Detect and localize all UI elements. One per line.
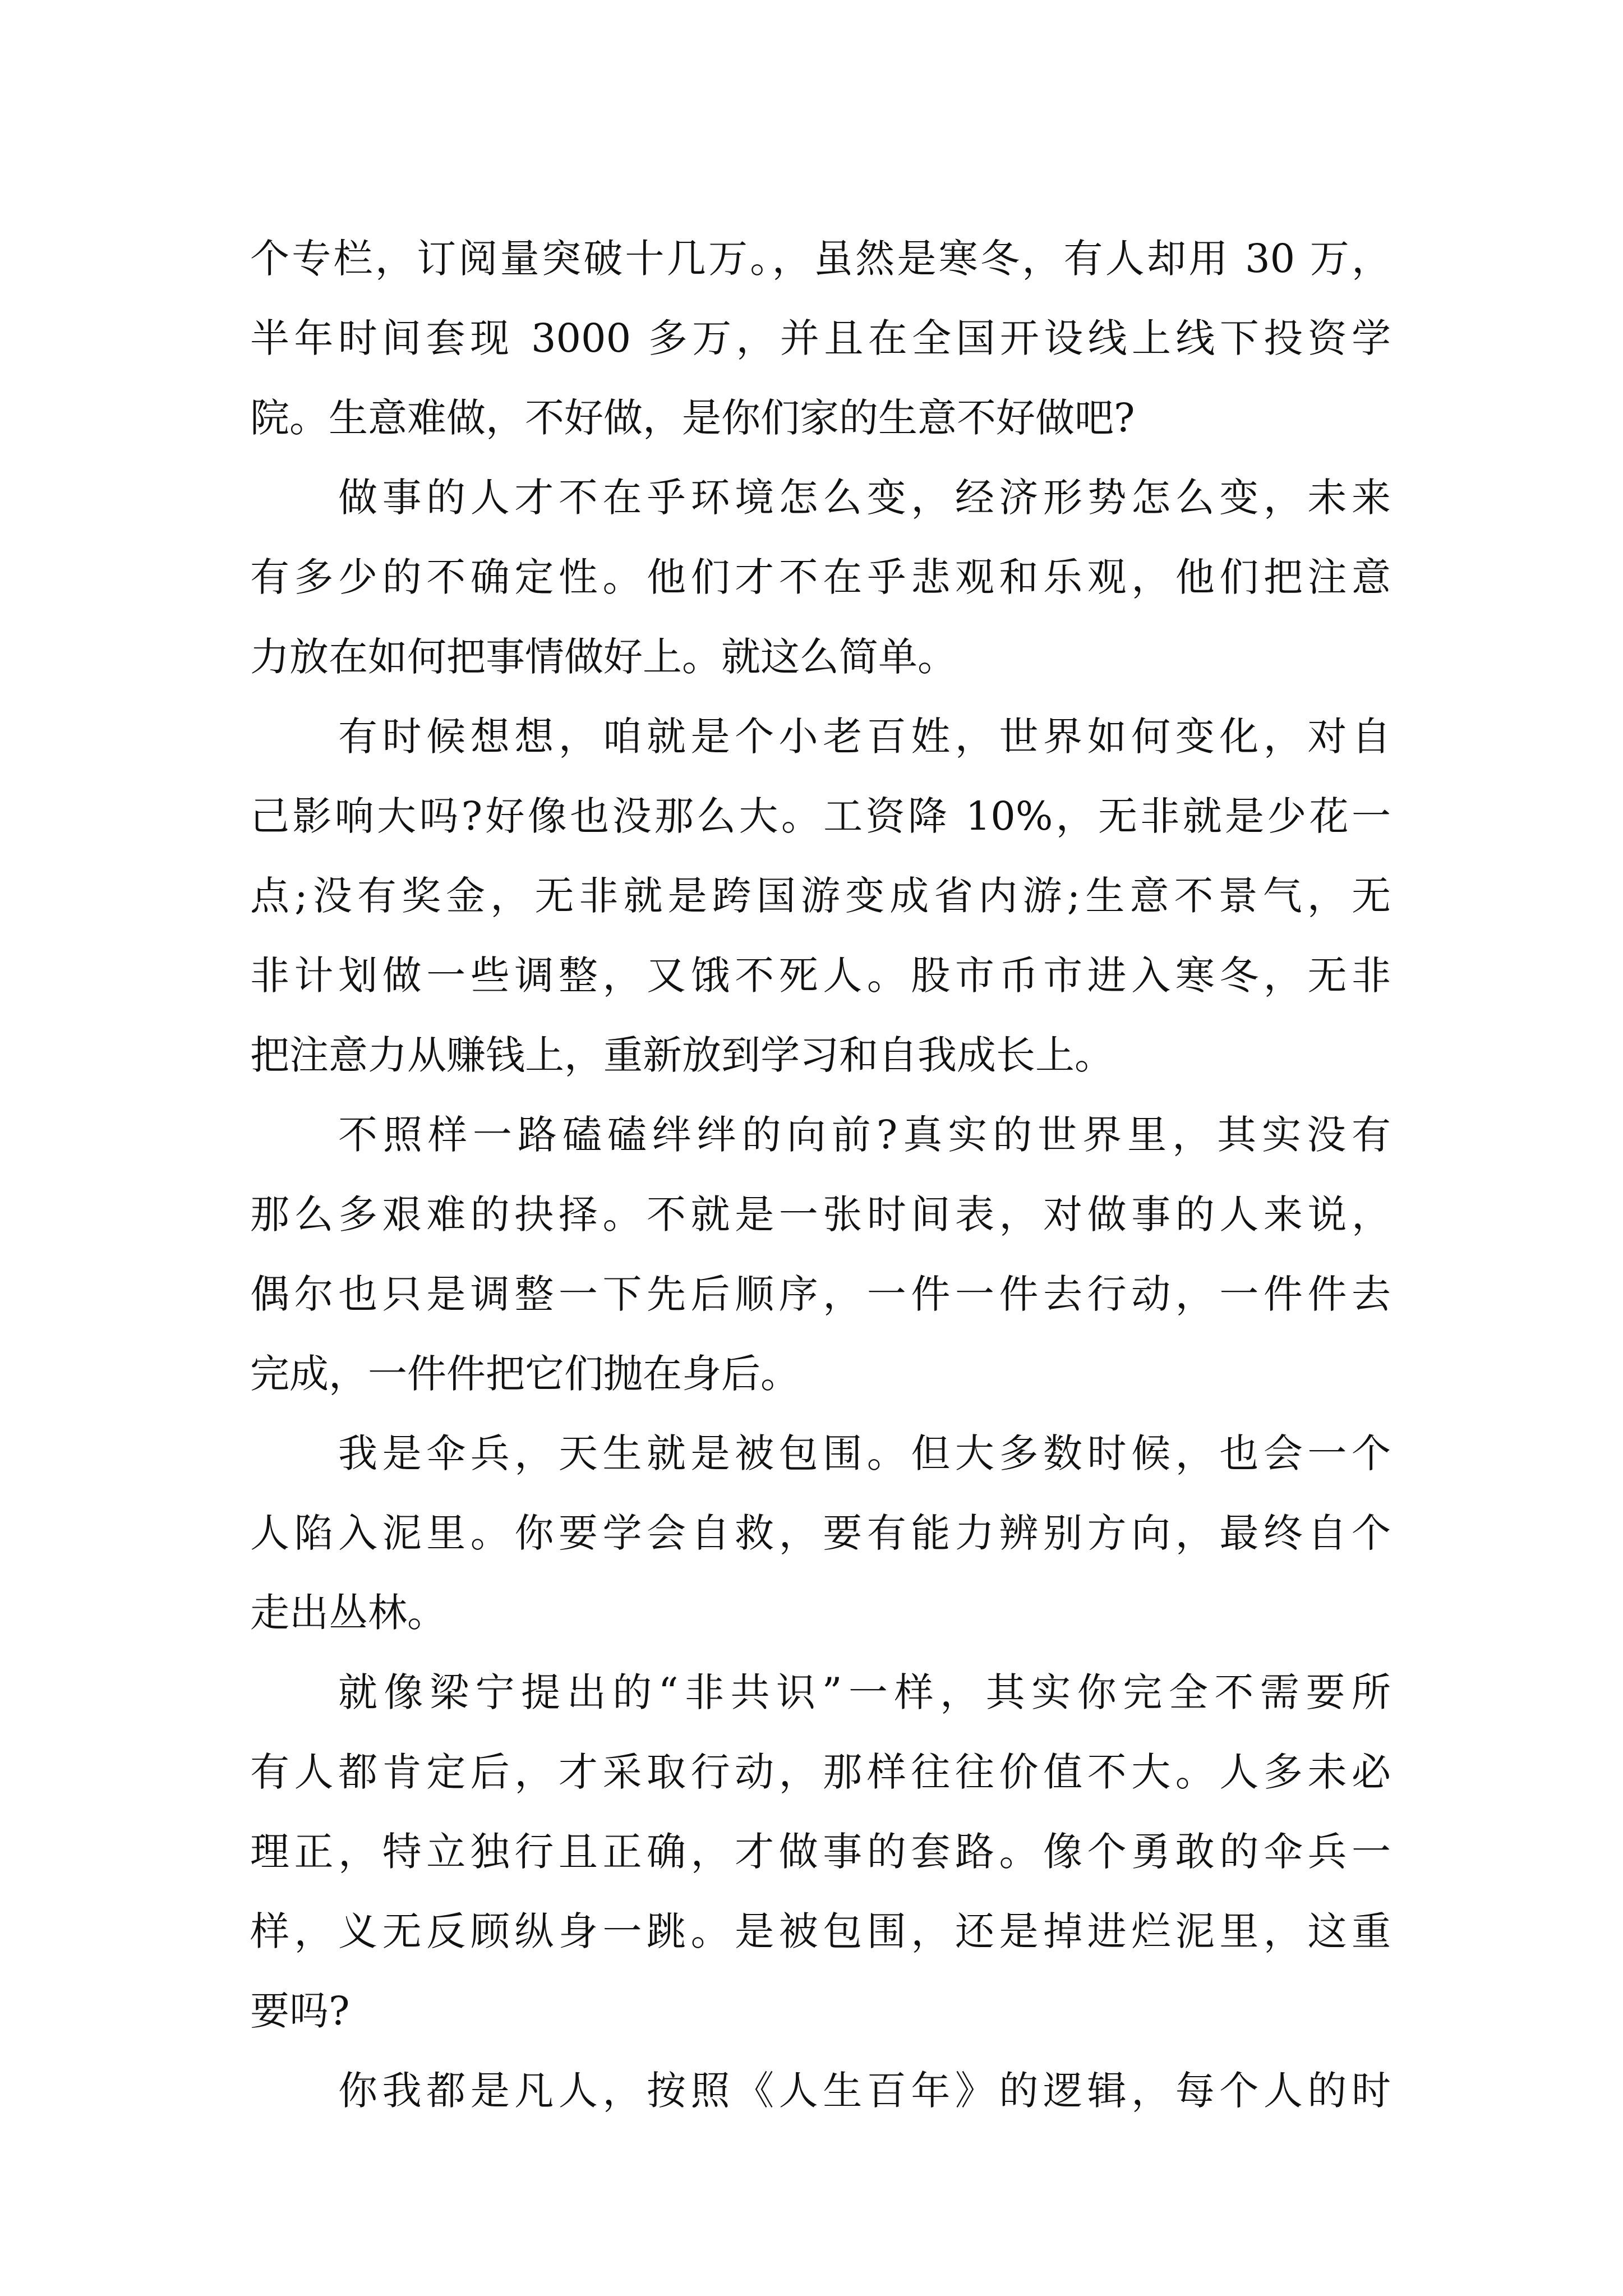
text-line-9: 点;没有奖金，无非就是跨国游变成省内游;生意不景气，无 — [250, 873, 1391, 919]
text-line-10: 非计划做一些调整，又饿不死人。股市币市进入寒冬，无非 — [250, 953, 1391, 999]
text-line-24: 你我都是凡人，按照《人生百年》的逻辑，每个人的时 — [338, 2068, 1391, 2114]
text-line-23: 要吗? — [250, 1988, 350, 2034]
text-line-15: 完成，一件件把它们抛在身后。 — [250, 1351, 800, 1397]
text-line-1: 个专栏，订阅量突破十几万。，虽然是寒冬，有人却用 30 万， — [250, 236, 1391, 282]
text-line-2: 半年时间套现 3000 多万，并且在全国开设线上线下投资学 — [250, 315, 1391, 361]
text-line-20: 有人都肯定后，才采取行动，那样往往价值不大。人多未必 — [250, 1749, 1391, 1795]
text-line-3: 院。生意难做，不好做，是你们家的生意不好做吧? — [250, 395, 1135, 441]
text-line-17: 人陷入泥里。你要学会自救，要有能力辨别方向，最终自个 — [250, 1510, 1391, 1556]
text-line-21: 理正，特立独行且正确，才做事的套路。像个勇敢的伞兵一 — [250, 1829, 1391, 1875]
text-line-7: 有时候想想，咱就是个小老百姓，世界如何变化，对自 — [338, 714, 1391, 760]
text-line-19: 就像梁宁提出的“非共识”一样，其实你完全不需要所 — [338, 1669, 1391, 1715]
text-line-14: 偶尔也只是调整一下先后顺序，一件一件去行动，一件件去 — [250, 1271, 1391, 1317]
text-line-16: 我是伞兵，天生就是被包围。但大多数时候，也会一个 — [338, 1430, 1391, 1476]
text-line-18: 走出丛林。 — [250, 1590, 446, 1636]
text-line-11: 把注意力从赚钱上，重新放到学习和自我成长上。 — [250, 1032, 1114, 1078]
text-line-4: 做事的人才不在乎环境怎么变，经济形势怎么变，未来 — [338, 475, 1391, 521]
text-line-12: 不照样一路磕磕绊绊的向前?真实的世界里，其实没有 — [338, 1112, 1391, 1158]
text-line-5: 有多少的不确定性。他们才不在乎悲观和乐观，他们把注意 — [250, 554, 1391, 600]
text-line-13: 那么多艰难的抉择。不就是一张时间表，对做事的人来说， — [250, 1191, 1391, 1237]
text-line-6: 力放在如何把事情做好上。就这么简单。 — [250, 634, 957, 680]
text-line-22: 样，义无反顾纵身一跳。是被包围，还是掉进烂泥里，这重 — [250, 1908, 1391, 1954]
text-line-8: 己影响大吗?好像也没那么大。工资降 10%，无非就是少花一 — [250, 793, 1391, 839]
